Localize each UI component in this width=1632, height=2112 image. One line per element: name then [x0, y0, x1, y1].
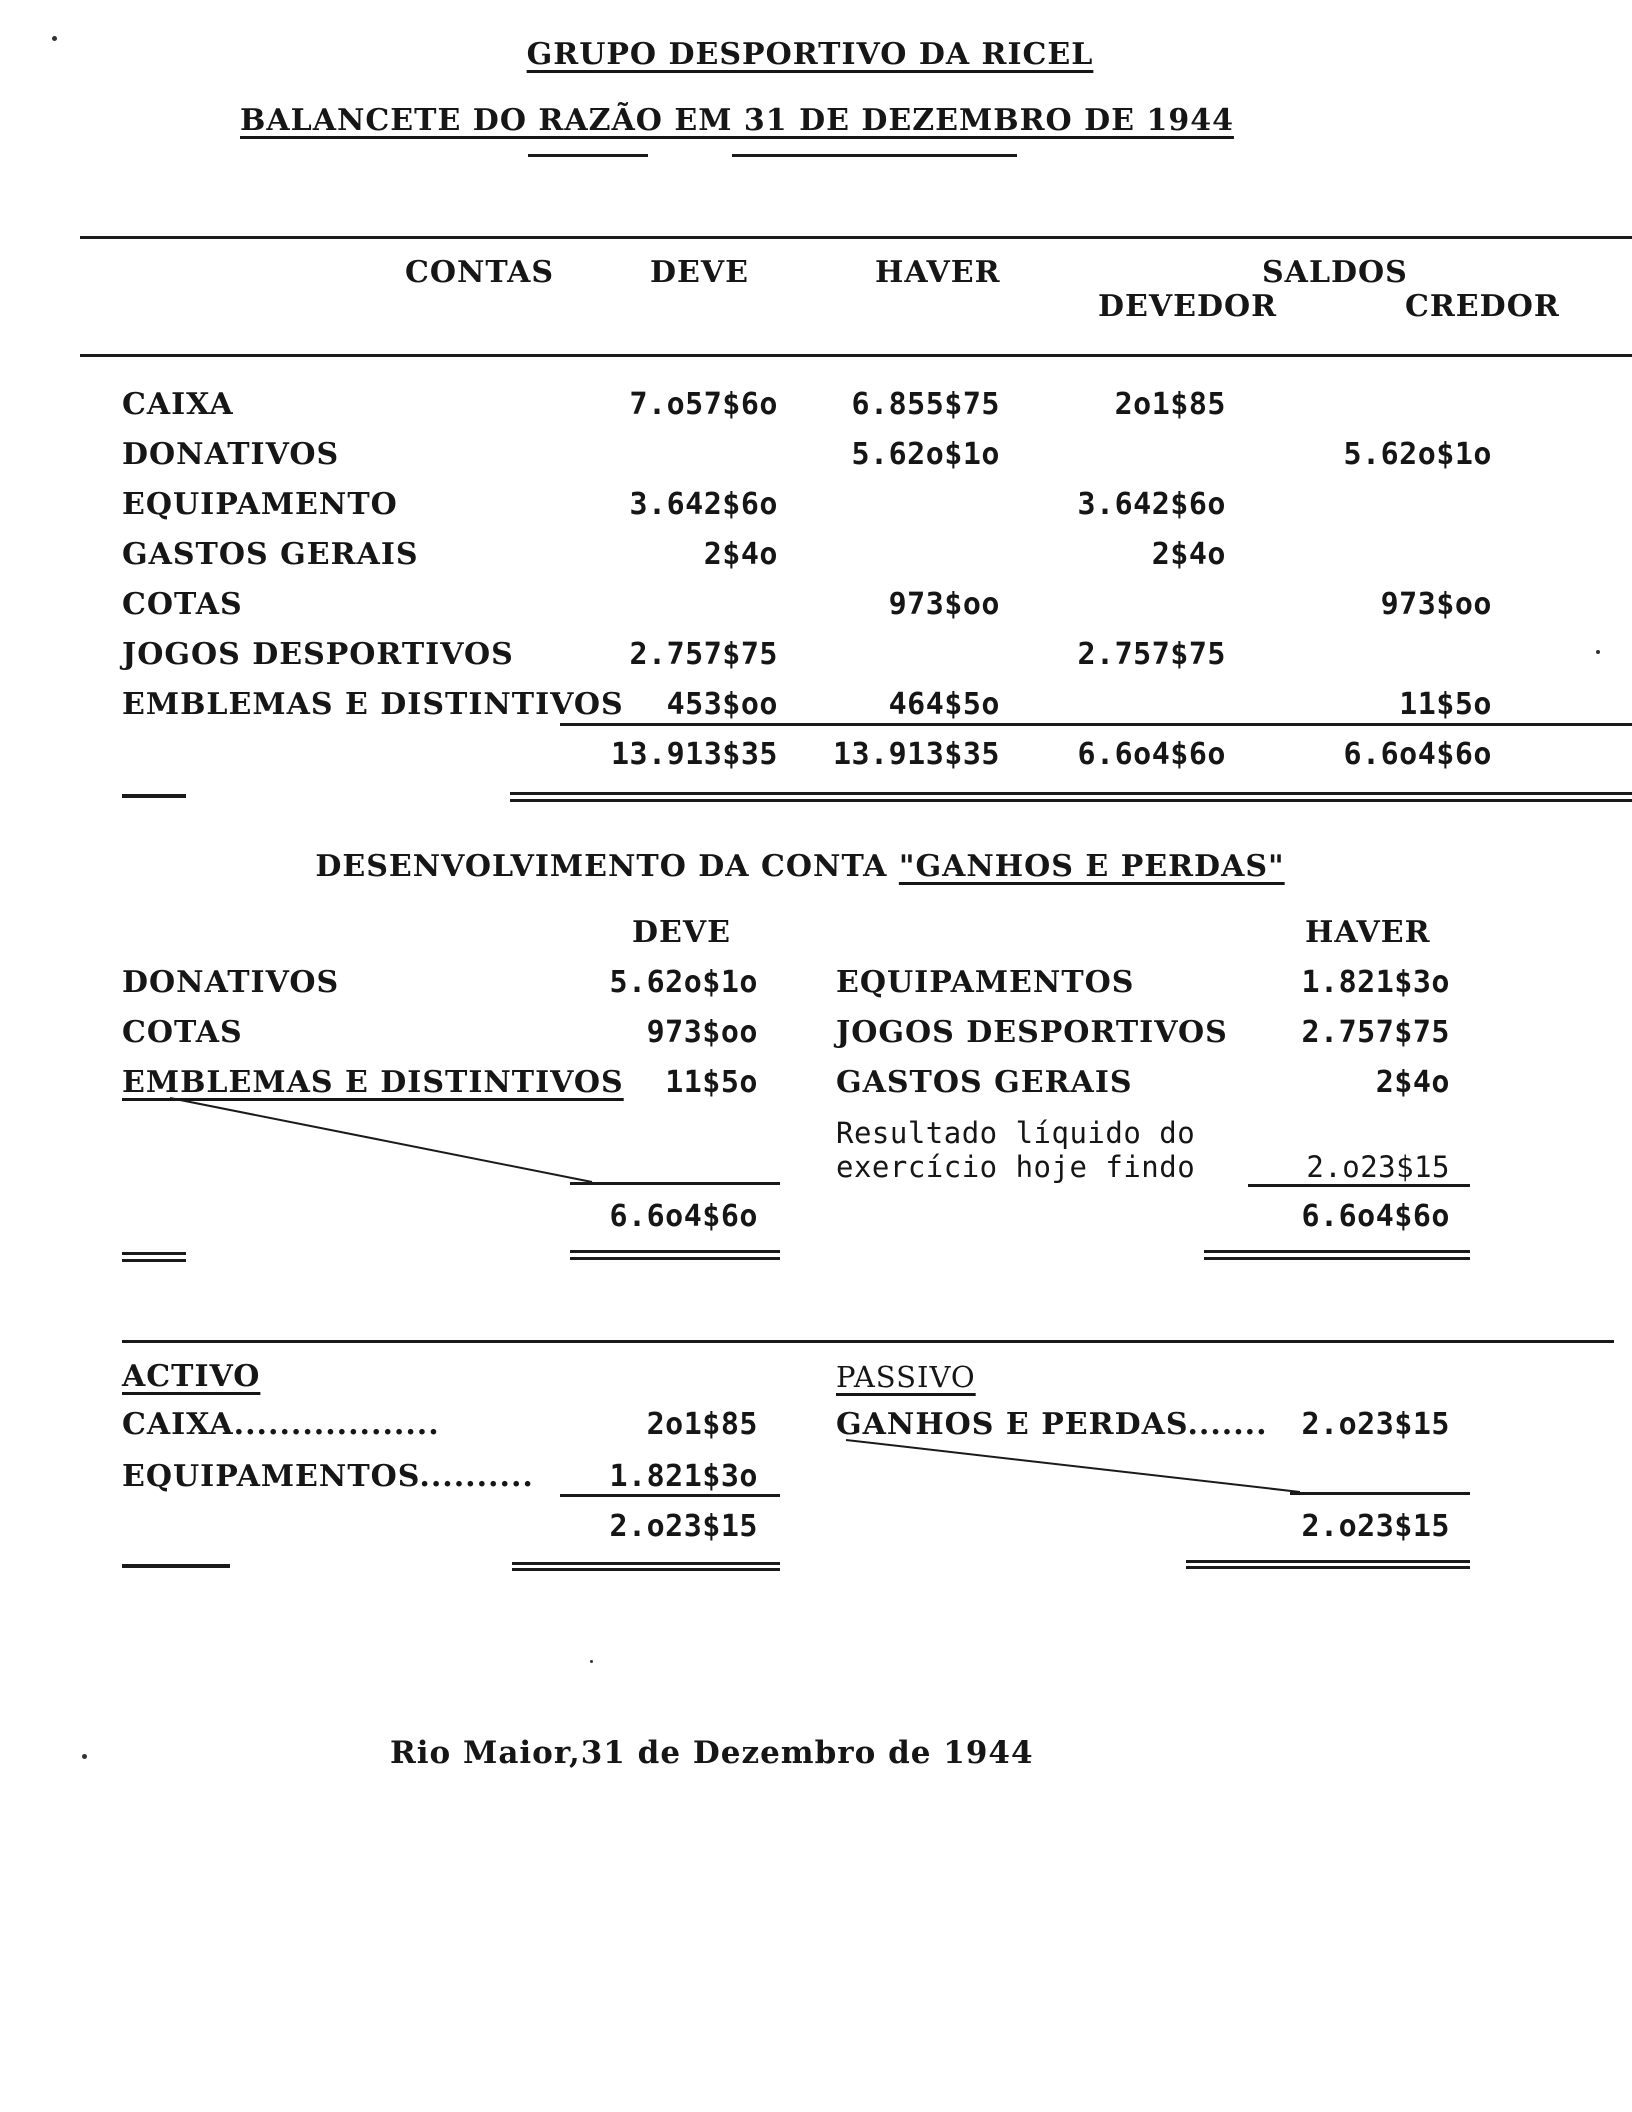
header-deve: DEVE [650, 255, 750, 290]
activo-label: ACTIVO [122, 1359, 261, 1394]
row-account: JOGOS DESPORTIVOS [122, 637, 514, 672]
scan-speck [590, 1660, 593, 1663]
scan-speck [82, 1754, 87, 1759]
row-haver: 464$5o [888, 687, 1000, 722]
passivo-item-value: 2.o23$15 [1301, 1407, 1450, 1442]
header-contas: CONTAS [405, 255, 555, 290]
activo-double-2 [512, 1568, 780, 1571]
document-title: GRUPO DESPORTIVO DA RICEL [526, 37, 1094, 72]
scan-speck [52, 36, 57, 41]
passivo-label: PASSIVO [836, 1360, 976, 1394]
row-account: EQUIPAMENTO [122, 487, 398, 522]
gp-haver-item-label: GASTOS GERAIS [836, 1065, 1133, 1100]
row-haver: 6.855$75 [851, 387, 1000, 422]
row-haver: 5.62o$1o [851, 437, 1000, 472]
gp-haver-total: 6.6o4$6o [1301, 1199, 1450, 1234]
gp-deve-item-value: 11$5o [665, 1065, 758, 1100]
balance-left-dash [122, 1564, 230, 1568]
scan-speck [1596, 650, 1600, 654]
total-deve: 13.913$35 [610, 737, 778, 772]
gp-haver-item-value: 2$4o [1375, 1065, 1450, 1100]
row-deve: 2.757$75 [629, 637, 778, 672]
row-account: GASTOS GERAIS [122, 537, 419, 572]
total-haver: 13.913$35 [832, 737, 1000, 772]
row-account: CAIXA [122, 387, 234, 422]
row-devedor: 3.642$6o [1077, 487, 1226, 522]
gp-haver-item-label: EQUIPAMENTOS [836, 965, 1135, 1000]
row-deve: 2$4o [703, 537, 778, 572]
gp-deve-item-value: 973$oo [646, 1015, 758, 1050]
row-deve: 7.o57$6o [629, 387, 778, 422]
activo-item-value: 2o1$85 [646, 1407, 758, 1442]
result-line-2: exercício hoje findo [836, 1150, 1196, 1184]
header-haver: HAVER [875, 255, 1001, 290]
passivo-subtotal-rule [1290, 1492, 1470, 1495]
gp-haver-item-value: 1.821$3o [1301, 965, 1450, 1000]
row-devedor: 2$4o [1151, 537, 1226, 572]
header-credor: CREDOR [1405, 289, 1560, 324]
activo-double-1 [512, 1562, 780, 1565]
gp-deve-item-label: DONATIVOS [122, 965, 340, 1000]
result-value: 2.o23$15 [1306, 1150, 1450, 1184]
row-account: COTAS [122, 587, 243, 622]
header-saldos: SALDOS [1262, 255, 1408, 290]
row-credor: 11$5o [1399, 687, 1492, 722]
row-devedor: 2.757$75 [1077, 637, 1226, 672]
section-title-prefix: DESENVOLVIMENTO DA CONTA [315, 849, 899, 884]
gp-deve-total: 6.6o4$6o [609, 1199, 758, 1234]
row-credor: 973$oo [1380, 587, 1492, 622]
gp-haver-item-label: JOGOS DESPORTIVOS [836, 1015, 1228, 1050]
passivo-double-2 [1186, 1566, 1470, 1569]
row-account: DONATIVOS [122, 437, 340, 472]
activo-item-label: EQUIPAMENTOS.......... [122, 1459, 534, 1494]
gp-haver-label: HAVER [1305, 915, 1431, 950]
row-deve: 3.642$6o [629, 487, 778, 522]
footer-place-date: Rio Maior,31 de Dezembro de 1944 [390, 1735, 1034, 1771]
total-credor: 6.6o4$6o [1343, 737, 1492, 772]
gp-deve-item-label: COTAS [122, 1015, 243, 1050]
section-title-account: "GANHOS E PERDAS" [898, 849, 1285, 884]
activo-item-value: 1.821$3o [609, 1459, 758, 1494]
header-devedor: DEVEDOR [1098, 289, 1278, 324]
row-account: EMBLEMAS E DISTINTIVOS [122, 687, 624, 722]
activo-total: 2.o23$15 [609, 1509, 758, 1544]
passivo-double-1 [1186, 1560, 1470, 1563]
row-credor: 5.62o$1o [1343, 437, 1492, 472]
row-haver: 973$oo [888, 587, 1000, 622]
total-devedor: 6.6o4$6o [1077, 737, 1226, 772]
gp-deve-item-label: EMBLEMAS E DISTINTIVOS [122, 1065, 624, 1100]
gp-deve-item-value: 5.62o$1o [609, 965, 758, 1000]
document-subtitle: BALANCETE DO RAZÃO EM 31 DE DEZEMBRO DE 1944 [240, 103, 1234, 138]
row-devedor: 2o1$85 [1114, 387, 1226, 422]
gp-haver-item-value: 2.757$75 [1301, 1015, 1450, 1050]
gp-deve-label: DEVE [632, 915, 732, 950]
passivo-item-label: GANHOS E PERDAS....... [836, 1407, 1268, 1442]
result-line-1: Resultado líquido do [836, 1116, 1196, 1150]
activo-item-label: CAIXA.................. [122, 1407, 440, 1442]
passivo-total: 2.o23$15 [1301, 1509, 1450, 1544]
row-deve: 453$oo [666, 687, 778, 722]
